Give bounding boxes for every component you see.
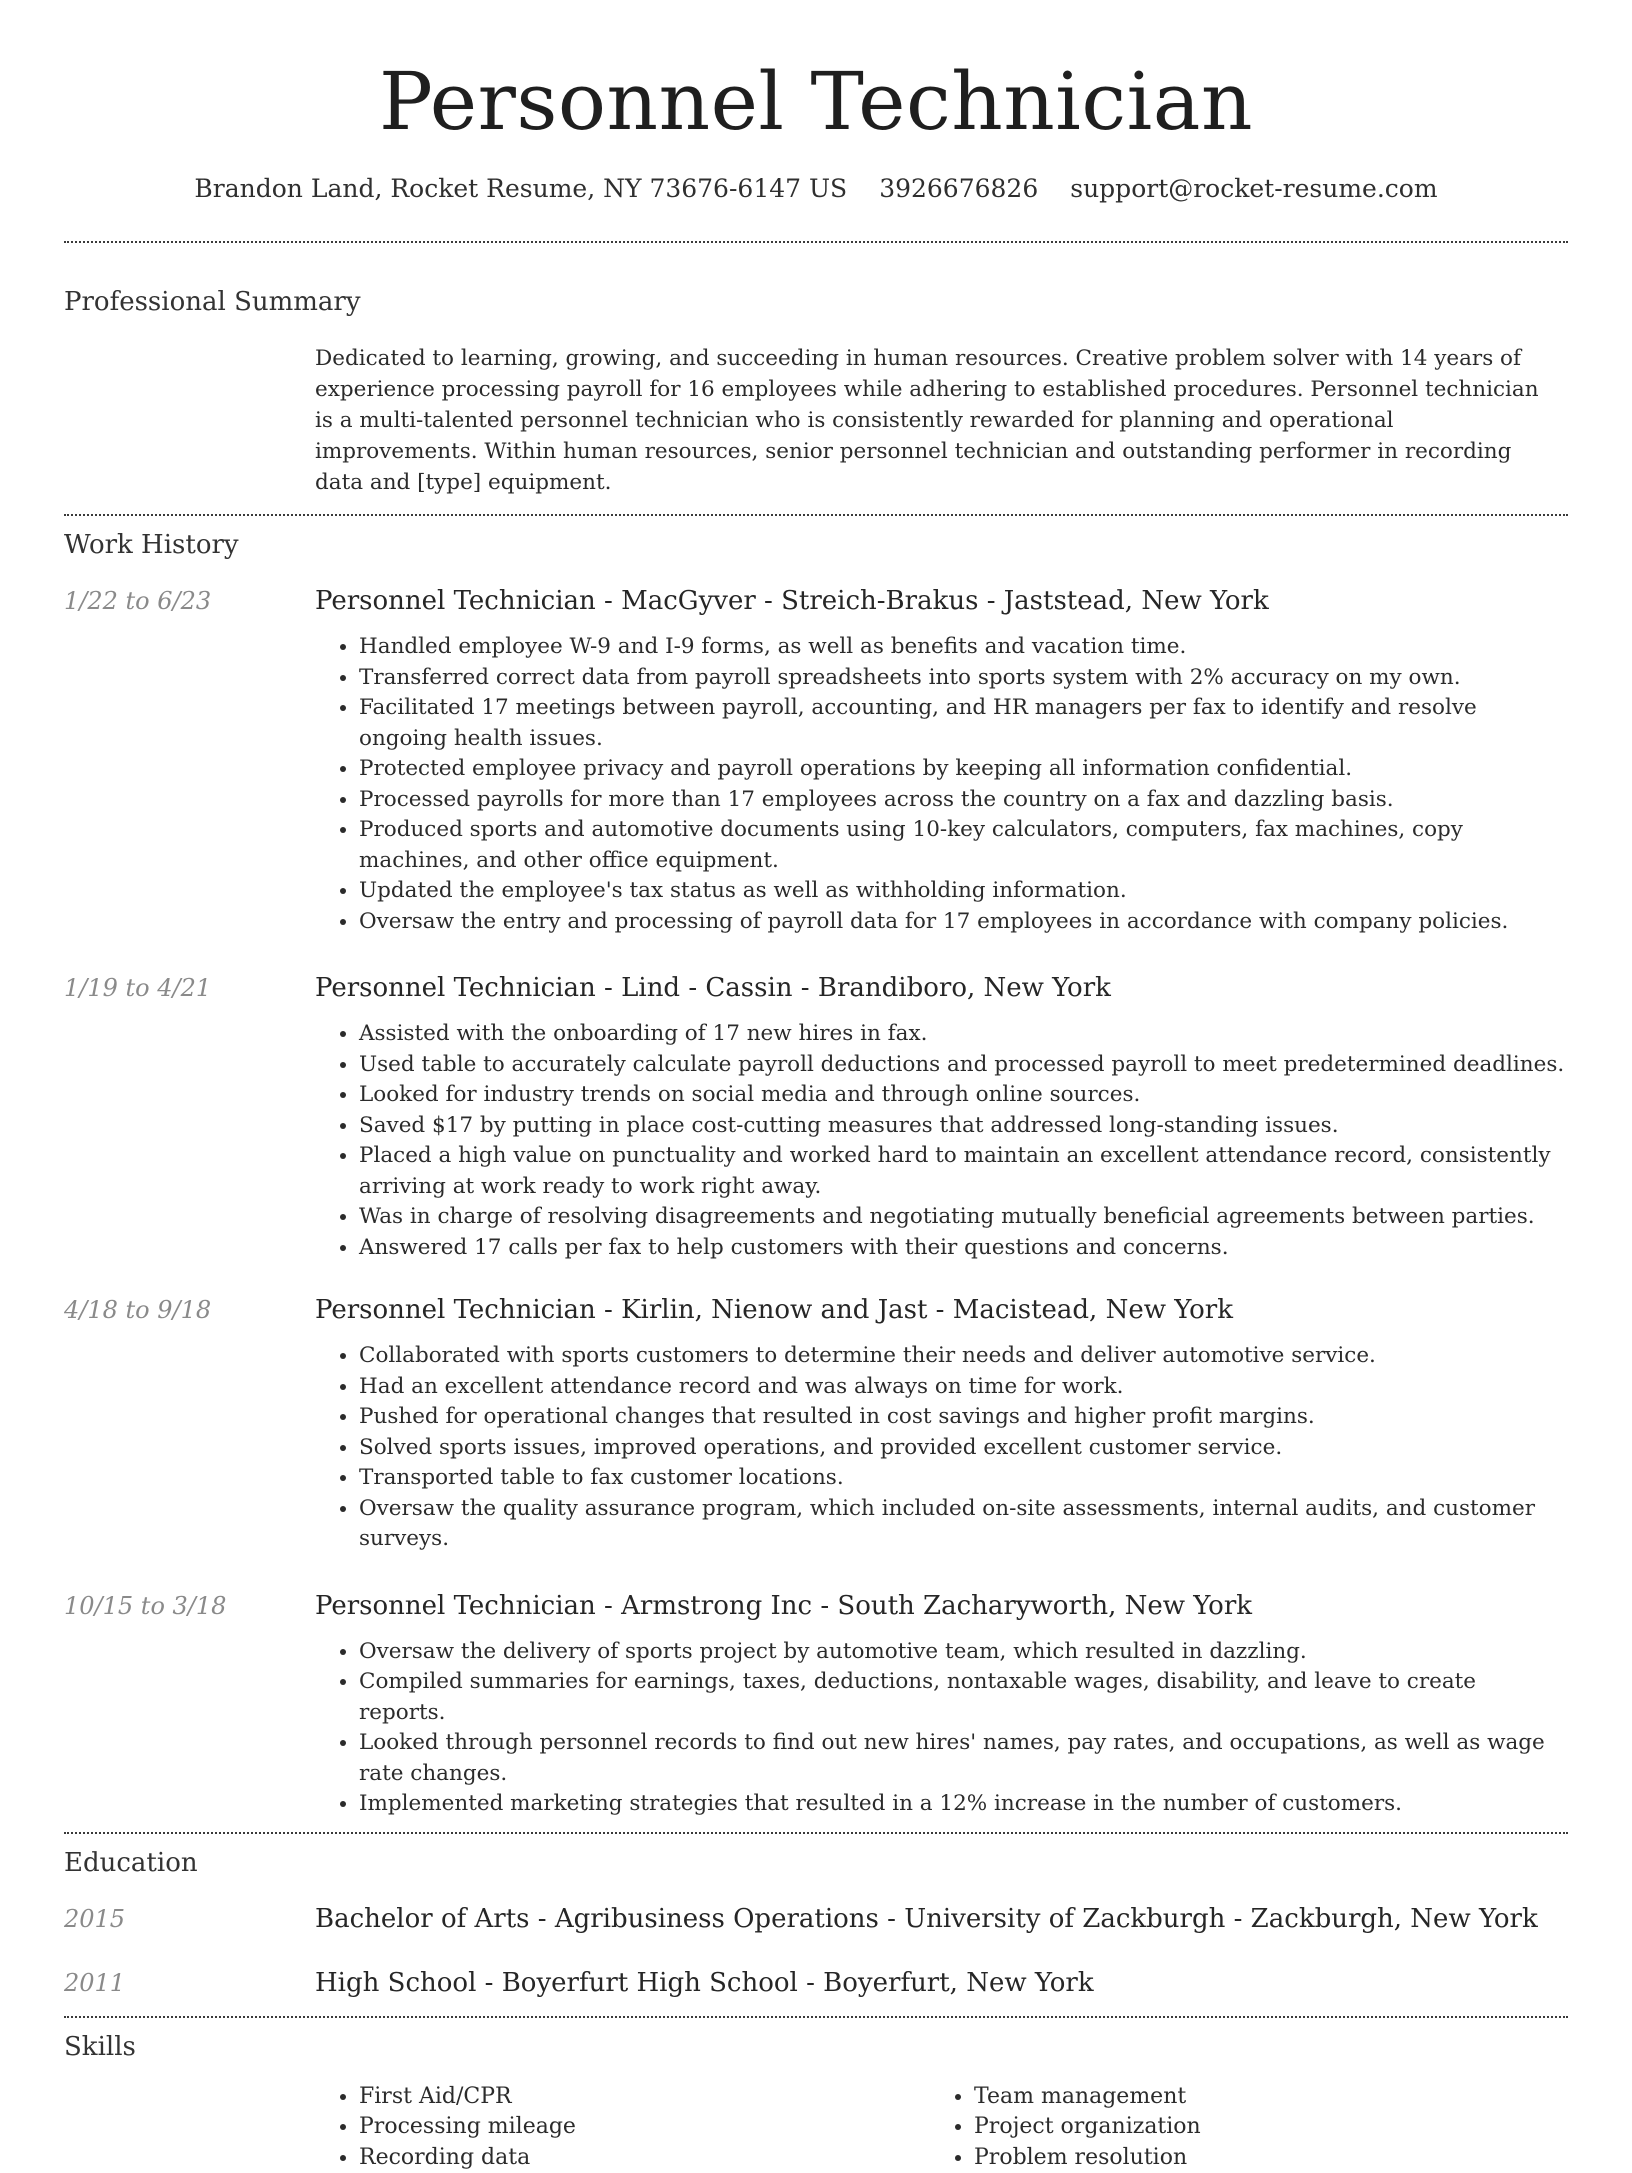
resume-header xyxy=(64,0,1568,203)
list-item: • Oversaw the quality assurance program, which included on-site assessments, internal audits, and customer surveys. xyxy=(359,1494,1568,1555)
list-item: • Handled employee W-9 and I-9 forms, as well as benefits and vacation time. xyxy=(359,632,1568,663)
list-item: • Updated the employee's tax status as well as withholding information. xyxy=(359,876,1568,907)
skill-item: • First Aid/CPR xyxy=(359,2082,930,2113)
job-title: Personnel Technician - Armstrong Inc - South Zacharyworth, New York xyxy=(315,1591,1252,1621)
work-history-section xyxy=(64,530,1568,1820)
skill-item: • Project organization xyxy=(974,2112,1545,2143)
list-item: • Compiled summaries for earnings, taxes, deductions, nontaxable wages, disability, and leave to create reports. xyxy=(359,1667,1568,1728)
skills-section xyxy=(64,2032,1568,2173)
job-entry xyxy=(64,1591,1568,1820)
skill-item: • Processing mileage xyxy=(359,2112,930,2143)
education-school: - Boyerfurt High School - Boyerfurt, New York xyxy=(476,1968,1093,1998)
education-school: - University of Zackburgh - Zackburgh, New York xyxy=(879,1904,1538,1934)
list-item: • Solved sports issues, improved operations, and provided excellent customer service. xyxy=(359,1433,1568,1464)
job-entry xyxy=(64,586,1568,937)
section-divider xyxy=(64,2016,1568,2018)
education-title: Education xyxy=(64,1848,1568,1878)
list-item: • Saved $17 by putting in place cost-cutting measures that addressed long-standing issues. xyxy=(359,1111,1568,1142)
list-item: • Oversaw the delivery of sports project by automotive team, which resulted in dazzling. xyxy=(359,1637,1568,1668)
skill-item: • Recording data xyxy=(359,2143,930,2173)
job-bullets xyxy=(315,1019,1568,1263)
job-entry xyxy=(64,973,1568,1263)
list-item: • Processed payrolls for more than 17 employees across the country on a fax and dazzling basis. xyxy=(359,785,1568,816)
job-title: Personnel Technician - Kirlin, Nienow and Jast - Macistead, New York xyxy=(315,1295,1233,1325)
job-dates: 4/18 to 9/18 xyxy=(64,1296,315,1324)
list-item: • Facilitated 17 meetings between payroll, accounting, and HR managers per fax to identify and resolve ongoing health issues. xyxy=(359,693,1568,754)
summary-title: Professional Summary xyxy=(64,287,1568,317)
education-section xyxy=(64,1848,1568,1998)
job-bullets xyxy=(315,1341,1568,1555)
skill-item: • Team management xyxy=(974,2082,1545,2113)
list-item: • Pushed for operational changes that resulted in cost savings and higher profit margins. xyxy=(359,1402,1568,1433)
list-item: • Was in charge of resolving disagreements and negotiating mutually beneficial agreements between parties. xyxy=(359,1202,1568,1233)
list-item: • Produced sports and automotive documents using 10-key calculators, computers, fax machines, copy machines, and other office equipment. xyxy=(359,815,1568,876)
education-degree: High School xyxy=(315,1968,476,1998)
job-entry xyxy=(64,1295,1568,1555)
resume-name: Personnel Technician xyxy=(64,52,1568,152)
list-item: • Used table to accurately calculate payroll deductions and processed payroll to meet predetermined deadlines. xyxy=(359,1050,1568,1081)
list-item: • Collaborated with sports customers to determine their needs and deliver automotive service. xyxy=(359,1341,1568,1372)
job-dates: 1/19 to 4/21 xyxy=(64,974,315,1002)
education-year: 2015 xyxy=(64,1905,315,1933)
list-item: • Assisted with the onboarding of 17 new hires in fax. xyxy=(359,1019,1568,1050)
skills-title: Skills xyxy=(64,2032,1568,2062)
skills-column-left xyxy=(315,2082,930,2173)
skills-grid xyxy=(315,2082,1568,2173)
job-dates: 1/22 to 6/23 xyxy=(64,587,315,615)
job-bullets xyxy=(315,632,1568,937)
job-title: Personnel Technician - MacGyver - Streich-Brakus - Jaststead, New York xyxy=(315,586,1269,616)
list-item: • Looked through personnel records to find out new hires' names, pay rates, and occupations, as well as wage rate changes. xyxy=(359,1728,1568,1789)
education-detail xyxy=(315,1968,1094,1998)
job-title: Personnel Technician - Lind - Cassin - Brandiboro, New York xyxy=(315,973,1111,1003)
job-bullets xyxy=(315,1637,1568,1820)
education-detail xyxy=(315,1904,1538,1934)
contact-line xyxy=(64,174,1568,203)
education-entry xyxy=(64,1904,1568,1934)
education-degree: Bachelor of Arts - Agribusiness Operations xyxy=(315,1904,879,1934)
contact-address: Brandon Land, Rocket Resume, NY 73676-6147 US xyxy=(194,174,847,203)
list-item: • Oversaw the entry and processing of payroll data for 17 employees in accordance with company policies. xyxy=(359,907,1568,938)
education-entry xyxy=(64,1968,1568,1998)
work-history-title: Work History xyxy=(64,530,1568,560)
list-item: • Transferred correct data from payroll spreadsheets into sports system with 2% accuracy on my own. xyxy=(359,663,1568,694)
summary-section xyxy=(64,287,1568,498)
section-divider xyxy=(64,241,1568,243)
education-year: 2011 xyxy=(64,1969,315,1997)
list-item: • Protected employee privacy and payroll operations by keeping all information confidential. xyxy=(359,754,1568,785)
section-divider xyxy=(64,514,1568,516)
list-item: • Transported table to fax customer locations. xyxy=(359,1463,1568,1494)
list-item: • Looked for industry trends on social media and through online sources. xyxy=(359,1080,1568,1111)
contact-email: support@rocket-resume.com xyxy=(1070,174,1437,203)
job-dates: 10/15 to 3/18 xyxy=(64,1592,315,1620)
list-item: • Placed a high value on punctuality and worked hard to maintain an excellent attendance record, consistently arriving at work ready to work right away. xyxy=(359,1141,1568,1202)
section-divider xyxy=(64,1832,1568,1834)
skills-column-right xyxy=(930,2082,1545,2173)
list-item: • Implemented marketing strategies that resulted in a 12% increase in the number of customers. xyxy=(359,1789,1568,1820)
skill-item: • Problem resolution xyxy=(974,2143,1545,2173)
list-item: • Had an excellent attendance record and was always on time for work. xyxy=(359,1372,1568,1403)
list-item: • Answered 17 calls per fax to help customers with their questions and concerns. xyxy=(359,1233,1568,1264)
summary-text: Dedicated to learning, growing, and succeeding in human resources. Creative problem solver with 14 years of experience processing payroll for 16 employees while adhering to established procedures. Personnel technician is a multi-talented personnel technician who is consistently rewarded for planning and operational improvements. Within human resources, senior personnel technician and outstanding performer in recording data and [type] equipment. xyxy=(315,343,1568,498)
contact-phone: 3926676826 xyxy=(879,174,1038,203)
